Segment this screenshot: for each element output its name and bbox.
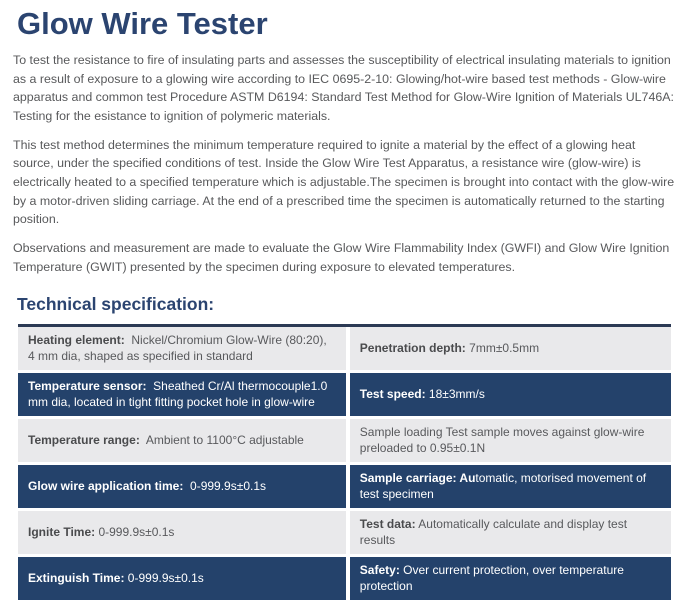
table-row <box>18 554 671 600</box>
spec-cell-test-data <box>346 508 671 554</box>
table-row <box>18 416 671 462</box>
spec-value: Automatically calculate and display test results <box>359 516 631 547</box>
spec-cell-temperature-range <box>18 416 346 462</box>
spec-value: 7mm±0.5mm <box>465 340 540 355</box>
table-row <box>18 462 671 508</box>
spec-label: Glow wire application time: <box>28 478 184 493</box>
spec-label: Heating element: <box>28 332 125 347</box>
spec-value: tomatic, motorised movement of test specimen <box>359 470 650 501</box>
spec-cell-sample-loading <box>346 416 671 462</box>
spec-cell-safety <box>346 554 671 600</box>
spec-table <box>18 324 671 600</box>
spec-cell-temperature-sensor <box>18 370 346 416</box>
table-row <box>18 370 671 416</box>
spec-label: Test data: <box>359 516 416 531</box>
section-heading: Technical specification: <box>17 293 215 314</box>
spec-value: Nickel/Chromium Glow-Wire (80:20), 4 mm dia, shaped as specified in standard <box>28 332 331 363</box>
spec-cell-ignite-time <box>18 508 346 554</box>
spec-label: Temperature sensor: <box>28 378 147 393</box>
spec-cell-sample-carriage <box>346 462 671 508</box>
spec-cell-penetration-depth <box>346 327 671 370</box>
spec-value: Sheathed Cr/Al thermocouple1.0 mm dia, located in tight fitting pocket hole in glow-wire <box>28 378 331 409</box>
spec-cell-extinguish-time <box>18 554 346 600</box>
intro-paragraph-2: This test method determines the minimum temperature required to ignite a material by the effect of a glowing heat source, under the specified conditions of test. Inside the Glow Wire Test Apparatus, a resistance wire (glow-wire) is electrically heated to a specified temperature which is adjustable.The specimen is brought into contact with the glow-wire by a motor-driven sliding carriage. At the end of a prescribed time the specimen is automatically returned to the starting position. <box>13 137 675 227</box>
page-title: Glow Wire Tester <box>17 6 268 41</box>
spec-value: 0-999.9s±0.1s <box>124 570 204 585</box>
spec-value: 0-999.9s±0.1s <box>183 478 266 493</box>
intro-paragraph-3: Observations and measurement are made to evaluate the Glow Wire Flammability Index (GWFI) and Glow Wire Ignition Temperature (GWIT) presented by the specimen during exposure to elevated temperatures. <box>13 241 670 274</box>
spec-cell-test-speed <box>346 370 671 416</box>
spec-cell-application-time <box>18 462 346 508</box>
spec-value: Sample loading Test sample moves against glow-wire preloaded to 0.95±0.1N <box>359 424 648 455</box>
page <box>0 6 688 600</box>
spec-value: Ambient to 1100°C adjustable <box>139 432 304 447</box>
intro-paragraph-1: To test the resistance to fire of insulating parts and assesses the susceptibility of electrical insulating materials to ignition as a result of exposure to a glowing wire according to IEC 0695-2-10: Glowing/hot-wire based test methods - Glow-wire apparatus and common test Procedure ASTM D6194: Standard Test Method for Glow-Wire Ignition of Materials UL746A: Testing for the esistance to ignition of polymeric materials. <box>13 53 674 123</box>
spec-label: Extinguish Time: <box>28 570 125 585</box>
spec-value: 0-999.9s±0.1s <box>95 524 175 539</box>
spec-label: Ignite Time: <box>28 524 96 539</box>
spec-cell-heating-element <box>18 327 346 370</box>
spec-value: Over current protection, over temperature protection <box>359 562 628 593</box>
table-row <box>18 327 671 370</box>
spec-label: Penetration depth: <box>359 340 466 355</box>
spec-label: Safety: <box>359 562 400 577</box>
spec-label: Temperature range: <box>28 432 140 447</box>
spec-value: 18±3mm/s <box>425 386 485 401</box>
spec-label: Sample carriage: Au <box>359 470 476 485</box>
table-row <box>18 508 671 554</box>
spec-label: Test speed: <box>359 386 426 401</box>
